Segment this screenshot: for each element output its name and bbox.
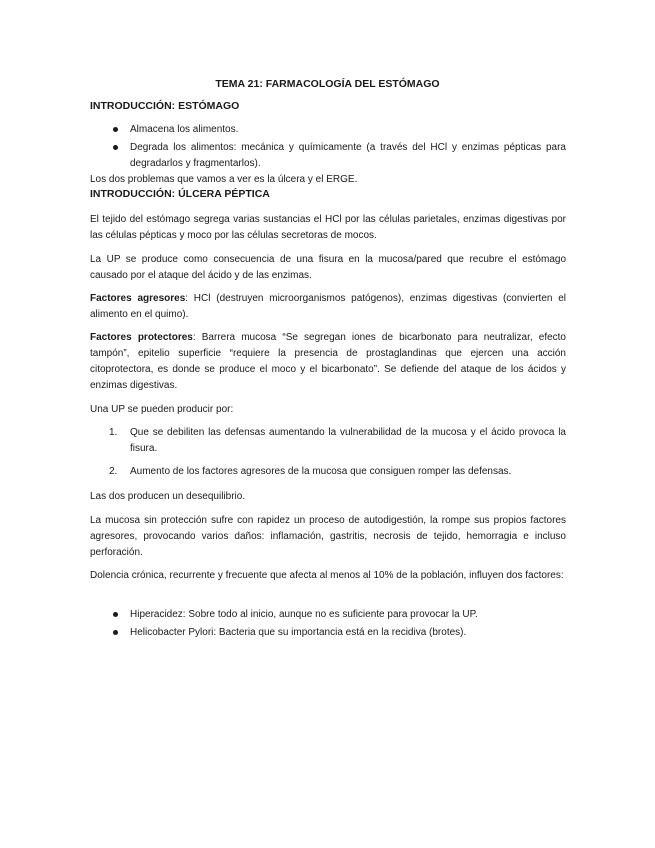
paragraph: La UP se produce como consecuencia de una fisura en la mucosa/pared que recubre el estómago causado por el ataque del ácido y de las enzimas. [90,254,566,281]
list-item: Aumento de los factores agresores de la mucosa que consiguen romper las defensas. [130,466,512,477]
list-item: Que se debiliten las defensas aumentando la vulnerabilidad de la mucosa y el ácido provoca la fisura. [130,427,566,454]
paragraph: Las dos producen un desequilibrio. [90,491,246,502]
list-item: Helicobacter Pylori: Bacteria que su importancia está en la recidiva (brotes). [130,627,467,638]
paragraph: El tejido del estómago segrega varias sustancias el HCl por las células parietales, enzimas digestivas por las células pépticas y moco por las células secretoras de mocos. [90,214,566,241]
paragraph: Una UP se pueden producir por: [90,404,234,415]
paragraph: Los dos problemas que vamos a ver es la úlcera y el ERGE. [90,174,358,185]
term-text: : Barrera mucosa “Se segregan iones de bicarbonato para neutralizar, efecto tampón”, epitelio superficie “requiere la presencia de prostaglandinas que ejercen una acción citoprotectora, es donde se produce el moco y el bicarbonato”. Se defiende del ataque de los ácidos y enzimas digestivas. [90,332,566,391]
paragraph-factores-protectores [90,330,566,394]
bullet-icon [113,145,118,150]
list-item: Almacena los alimentos. [130,124,239,135]
list-number: 1. [109,427,118,438]
bullet-icon [113,127,118,132]
paragraph: La mucosa sin protección sufre con rapidez un proceso de autodigestión, la rompe sus propios factores agresores, provocando varios daños: inflamación, gastritis, necrosis de tejido, hemorragia e incluso perforación. [90,515,566,558]
term-label: Factores agresores [90,293,186,304]
bullet-icon [113,630,118,635]
paragraph-factores-agresores [90,291,566,323]
section-heading-estomago: INTRODUCCIÓN: ESTÓMAGO [90,100,240,112]
term-text: : HCl (destruyen microorganismos patógenos), enzimas digestivas (convierten el alimento en el quimo). [90,293,566,320]
term-label: Factores protectores [90,332,193,343]
bullet-icon [113,612,118,617]
list-item: Hiperacidez: Sobre todo al inicio, aunque no es suficiente para provocar la UP. [130,609,478,620]
paragraph: Dolencia crónica, recurrente y frecuente que afecta al menos al 10% de la población, influyen dos factores: [90,570,564,581]
section-heading-ulcera: INTRODUCCIÓN: ÚLCERA PÉPTICA [90,188,270,200]
list-item: Degrada los alimentos: mecánica y químicamente (a través del HCl y enzimas pépticas para degradarlos y fragmentarlos). [130,142,566,169]
list-number: 2. [109,466,118,477]
document-title: TEMA 21: FARMACOLOGÍA DEL ESTÓMAGO [215,78,440,90]
